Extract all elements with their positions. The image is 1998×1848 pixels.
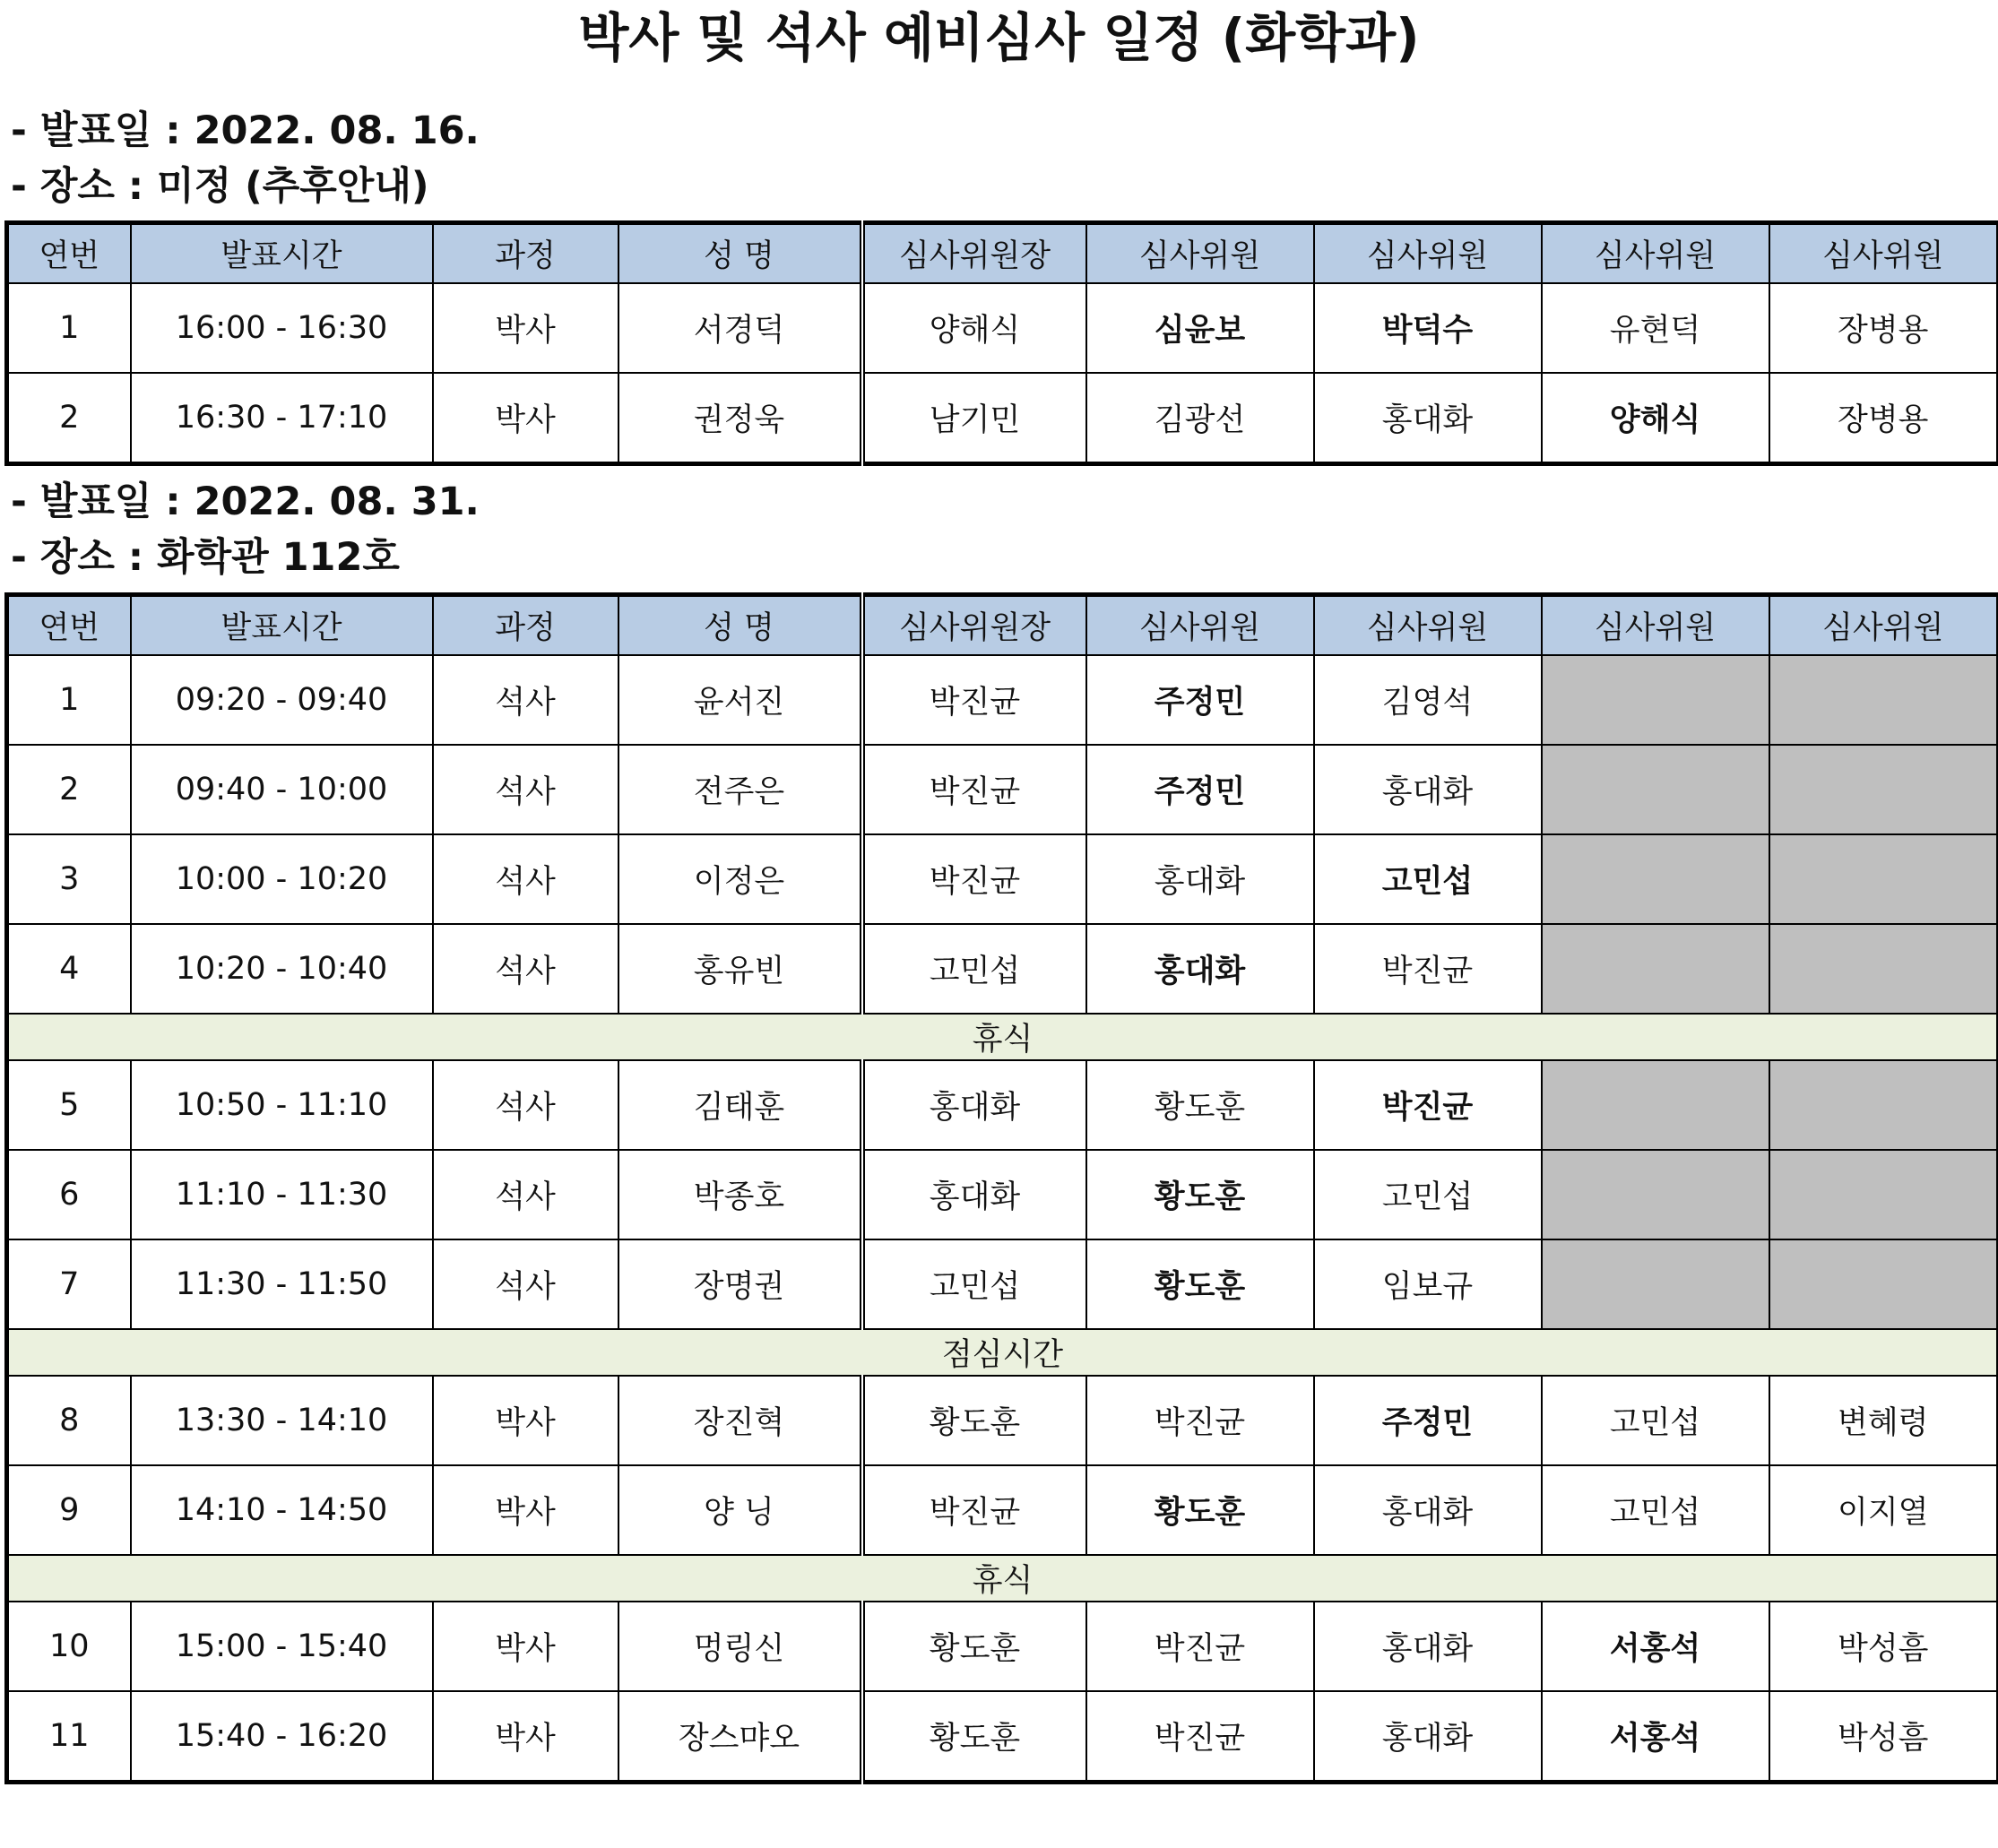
cell-col-member-2: 홍대화 — [1314, 1465, 1542, 1555]
cell-col-chair: 홍대화 — [862, 1150, 1086, 1239]
cell-col-member-1: 주정민 — [1086, 655, 1314, 745]
session-2-date: - 발표일 : 2022. 08. 31. — [11, 479, 480, 524]
cell-col-no: 8 — [7, 1376, 131, 1465]
cell-col-name: 양 닝 — [618, 1465, 862, 1555]
cell-col-no: 6 — [7, 1150, 131, 1239]
cell-col-member-2: 홍대화 — [1314, 745, 1542, 834]
header-col-member-3: 심사위원 — [1542, 595, 1769, 656]
cell-col-member-3: 고민섭 — [1542, 1376, 1769, 1465]
schedule-table-session-1 — [4, 220, 1998, 466]
cell-col-member-2: 박진균 — [1314, 924, 1542, 1014]
cell-col-member-1: 심윤보 — [1086, 283, 1314, 373]
header-col-name: 성 명 — [618, 223, 862, 284]
cell-col-course: 석사 — [433, 924, 618, 1014]
cell-col-member-3 — [1542, 1239, 1769, 1329]
cell-col-member-2: 고민섭 — [1314, 834, 1542, 924]
cell-col-member-2: 홍대화 — [1314, 1691, 1542, 1783]
cell-col-member-4 — [1769, 1150, 1998, 1239]
cell-col-no: 9 — [7, 1465, 131, 1555]
break-row — [7, 1555, 1998, 1602]
cell-col-course: 박사 — [433, 1465, 618, 1555]
cell-col-time: 15:00 - 15:40 — [131, 1602, 433, 1691]
cell-col-member-2: 임보규 — [1314, 1239, 1542, 1329]
cell-col-member-4 — [1769, 924, 1998, 1014]
cell-col-member-2: 박진균 — [1314, 1060, 1542, 1150]
cell-col-chair: 박진균 — [862, 655, 1086, 745]
header-col-member-4: 심사위원 — [1769, 595, 1998, 656]
cell-col-member-3: 고민섭 — [1542, 1465, 1769, 1555]
cell-col-chair: 양해식 — [862, 283, 1086, 373]
cell-col-time: 09:20 - 09:40 — [131, 655, 433, 745]
cell-col-member-1: 주정민 — [1086, 745, 1314, 834]
cell-col-no: 2 — [7, 745, 131, 834]
break-row — [7, 1329, 1998, 1376]
cell-col-member-3: 서홍석 — [1542, 1691, 1769, 1783]
cell-col-course: 박사 — [433, 1602, 618, 1691]
header-col-no: 연번 — [7, 595, 131, 656]
break-label: 휴식 — [7, 1555, 1998, 1602]
cell-col-chair: 황도훈 — [862, 1602, 1086, 1691]
cell-col-no: 3 — [7, 834, 131, 924]
table-row — [7, 834, 1998, 924]
cell-col-no: 7 — [7, 1239, 131, 1329]
cell-col-name: 권정욱 — [618, 373, 862, 464]
cell-col-no: 1 — [7, 655, 131, 745]
table-row — [7, 1465, 1998, 1555]
cell-col-name: 홍유빈 — [618, 924, 862, 1014]
cell-col-course: 석사 — [433, 745, 618, 834]
cell-col-chair: 황도훈 — [862, 1376, 1086, 1465]
break-label: 점심시간 — [7, 1329, 1998, 1376]
cell-col-time: 11:30 - 11:50 — [131, 1239, 433, 1329]
cell-col-member-3 — [1542, 1060, 1769, 1150]
cell-col-name: 전주은 — [618, 745, 862, 834]
cell-col-chair: 고민섭 — [862, 924, 1086, 1014]
table-row — [7, 1376, 1998, 1465]
cell-col-course: 석사 — [433, 1060, 618, 1150]
cell-col-time: 09:40 - 10:00 — [131, 745, 433, 834]
cell-col-member-4 — [1769, 1060, 1998, 1150]
cell-col-member-2: 홍대화 — [1314, 373, 1542, 464]
cell-col-member-2: 박덕수 — [1314, 283, 1542, 373]
session-1-place: - 장소 : 미정 (추후안내) — [11, 164, 429, 209]
cell-col-member-2: 고민섭 — [1314, 1150, 1542, 1239]
cell-col-chair: 남기민 — [862, 373, 1086, 464]
cell-col-member-1: 황도훈 — [1086, 1060, 1314, 1150]
cell-col-member-4 — [1769, 1239, 1998, 1329]
cell-col-member-3: 서홍석 — [1542, 1602, 1769, 1691]
cell-col-no: 5 — [7, 1060, 131, 1150]
cell-col-course: 박사 — [433, 283, 618, 373]
table-row — [7, 745, 1998, 834]
header-col-member-1: 심사위원 — [1086, 223, 1314, 284]
cell-col-member-3 — [1542, 1150, 1769, 1239]
header-col-time: 발표시간 — [131, 595, 433, 656]
header-col-course: 과정 — [433, 595, 618, 656]
cell-col-name: 장진혁 — [618, 1376, 862, 1465]
header-col-chair: 심사위원장 — [862, 595, 1086, 656]
cell-col-time: 16:30 - 17:10 — [131, 373, 433, 464]
cell-col-member-1: 박진균 — [1086, 1376, 1314, 1465]
cell-col-member-1: 박진균 — [1086, 1691, 1314, 1783]
cell-col-no: 11 — [7, 1691, 131, 1783]
cell-col-course: 석사 — [433, 1150, 618, 1239]
cell-col-member-1: 홍대화 — [1086, 834, 1314, 924]
cell-col-time: 13:30 - 14:10 — [131, 1376, 433, 1465]
break-row — [7, 1014, 1998, 1060]
cell-col-member-3: 유현덕 — [1542, 283, 1769, 373]
cell-col-member-3 — [1542, 834, 1769, 924]
cell-col-time: 16:00 - 16:30 — [131, 283, 433, 373]
header-col-member-1: 심사위원 — [1086, 595, 1314, 656]
cell-col-chair: 박진균 — [862, 745, 1086, 834]
schedule-table-session-2 — [4, 592, 1998, 1784]
cell-col-member-2: 김영석 — [1314, 655, 1542, 745]
cell-col-member-1: 박진균 — [1086, 1602, 1314, 1691]
cell-col-name: 이정은 — [618, 834, 862, 924]
cell-col-course: 박사 — [433, 1376, 618, 1465]
cell-col-member-1: 홍대화 — [1086, 924, 1314, 1014]
table-row — [7, 283, 1998, 373]
cell-col-name: 김태훈 — [618, 1060, 862, 1150]
cell-col-no: 4 — [7, 924, 131, 1014]
cell-col-member-4: 이지열 — [1769, 1465, 1998, 1555]
session-2-place: - 장소 : 화학관 112호 — [11, 535, 400, 580]
cell-col-member-4 — [1769, 655, 1998, 745]
cell-col-chair: 박진균 — [862, 1465, 1086, 1555]
cell-col-member-4: 변혜령 — [1769, 1376, 1998, 1465]
cell-col-chair: 홍대화 — [862, 1060, 1086, 1150]
header-col-chair: 심사위원장 — [862, 223, 1086, 284]
cell-col-name: 박종호 — [618, 1150, 862, 1239]
cell-col-member-4: 장병용 — [1769, 283, 1998, 373]
cell-col-name: 장스먀오 — [618, 1691, 862, 1783]
cell-col-member-2: 홍대화 — [1314, 1602, 1542, 1691]
cell-col-course: 석사 — [433, 834, 618, 924]
table-row — [7, 1602, 1998, 1691]
header-col-member-2: 심사위원 — [1314, 223, 1542, 284]
cell-col-time: 14:10 - 14:50 — [131, 1465, 433, 1555]
cell-col-member-2: 주정민 — [1314, 1376, 1542, 1465]
header-col-member-3: 심사위원 — [1542, 223, 1769, 284]
table-row — [7, 655, 1998, 745]
cell-col-chair: 박진균 — [862, 834, 1086, 924]
table-row — [7, 1239, 1998, 1329]
cell-col-name: 윤서진 — [618, 655, 862, 745]
cell-col-member-3 — [1542, 745, 1769, 834]
cell-col-no: 2 — [7, 373, 131, 464]
header-col-course: 과정 — [433, 223, 618, 284]
header-col-member-4: 심사위원 — [1769, 223, 1998, 284]
cell-col-time: 10:20 - 10:40 — [131, 924, 433, 1014]
table-row — [7, 373, 1998, 464]
page-title: 박사 및 석사 예비심사 일정 (화학과) — [578, 7, 1420, 68]
header-col-name: 성 명 — [618, 595, 862, 656]
header-col-time: 발표시간 — [131, 223, 433, 284]
table-row — [7, 924, 1998, 1014]
cell-col-member-4: 박성흠 — [1769, 1602, 1998, 1691]
table-row — [7, 1691, 1998, 1783]
table-row — [7, 1060, 1998, 1150]
cell-col-member-3: 양해식 — [1542, 373, 1769, 464]
cell-col-member-1: 황도훈 — [1086, 1239, 1314, 1329]
cell-col-no: 1 — [7, 283, 131, 373]
header-col-no: 연번 — [7, 223, 131, 284]
table-header-row — [7, 223, 1998, 284]
cell-col-member-1: 황도훈 — [1086, 1150, 1314, 1239]
cell-col-time: 11:10 - 11:30 — [131, 1150, 433, 1239]
header-col-member-2: 심사위원 — [1314, 595, 1542, 656]
cell-col-course: 박사 — [433, 373, 618, 464]
cell-col-chair: 고민섭 — [862, 1239, 1086, 1329]
cell-col-member-4 — [1769, 834, 1998, 924]
table-row — [7, 1150, 1998, 1239]
cell-col-course: 석사 — [433, 655, 618, 745]
cell-col-name: 멍링신 — [618, 1602, 862, 1691]
cell-col-no: 10 — [7, 1602, 131, 1691]
cell-col-member-1: 황도훈 — [1086, 1465, 1314, 1555]
session-1-date: - 발표일 : 2022. 08. 16. — [11, 108, 480, 153]
cell-col-member-3 — [1542, 655, 1769, 745]
cell-col-member-1: 김광선 — [1086, 373, 1314, 464]
break-label: 휴식 — [7, 1014, 1998, 1060]
cell-col-name: 장명권 — [618, 1239, 862, 1329]
cell-col-course: 박사 — [433, 1691, 618, 1783]
cell-col-member-4: 박성흠 — [1769, 1691, 1998, 1783]
cell-col-member-3 — [1542, 924, 1769, 1014]
cell-col-course: 석사 — [433, 1239, 618, 1329]
cell-col-time: 10:00 - 10:20 — [131, 834, 433, 924]
cell-col-member-4 — [1769, 745, 1998, 834]
cell-col-chair: 황도훈 — [862, 1691, 1086, 1783]
cell-col-member-4: 장병용 — [1769, 373, 1998, 464]
cell-col-time: 15:40 - 16:20 — [131, 1691, 433, 1783]
cell-col-name: 서경덕 — [618, 283, 862, 373]
table-header-row — [7, 595, 1998, 656]
cell-col-time: 10:50 - 11:10 — [131, 1060, 433, 1150]
